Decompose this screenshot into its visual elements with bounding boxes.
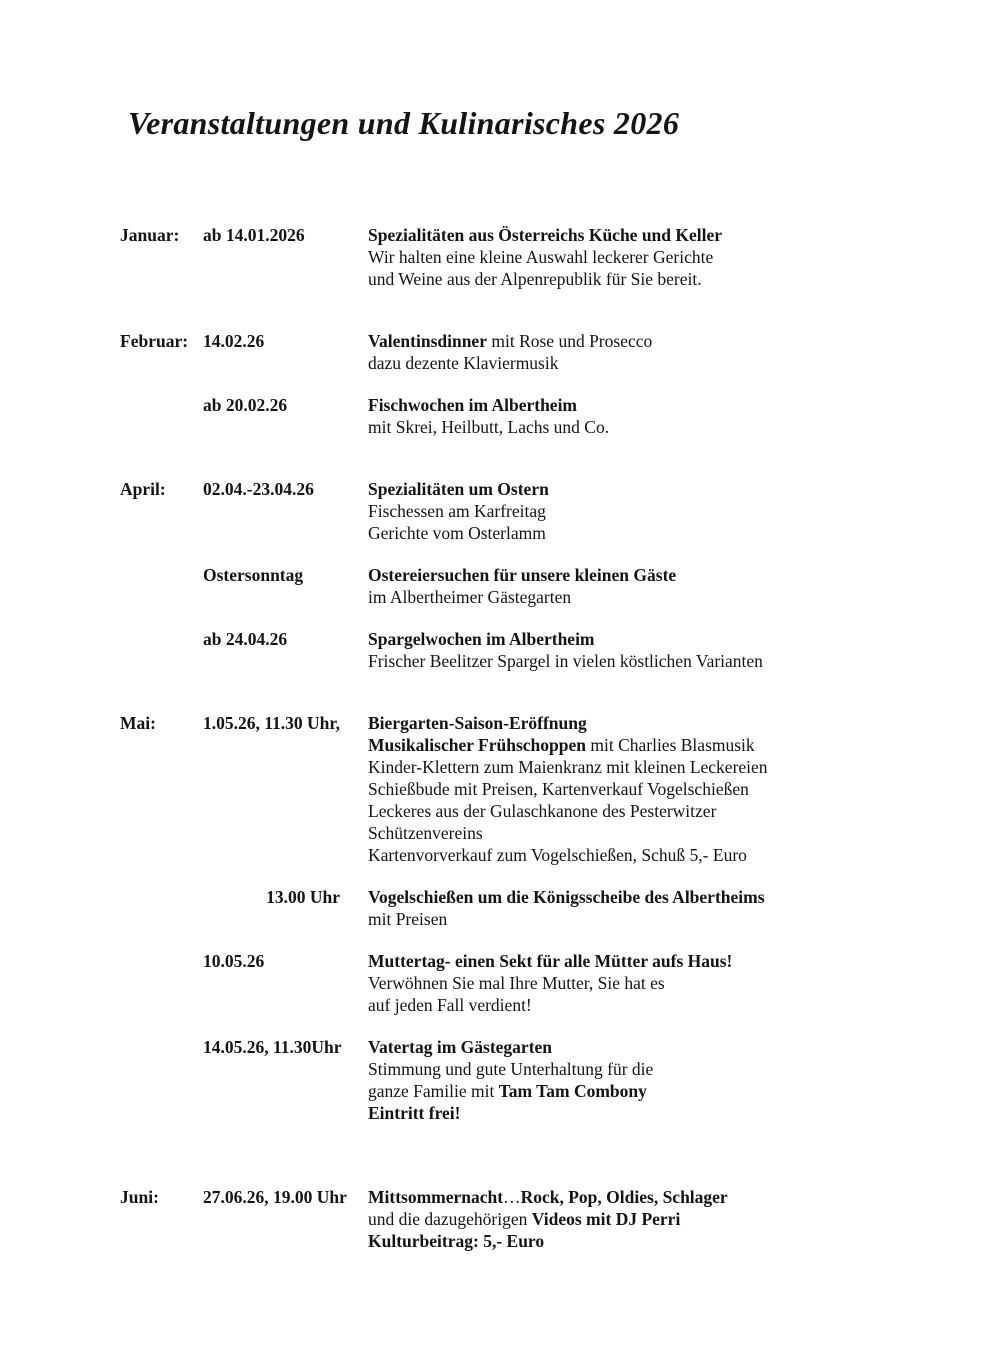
event-description-line: Fischwochen im Albertheim: [368, 395, 578, 415]
event-description-line: mit Skrei, Heilbutt, Lachs und Co.: [368, 417, 610, 437]
event-date-label: ab 14.01.2026: [203, 225, 305, 245]
event-description-line: Vatertag im Gästegarten: [368, 1037, 553, 1057]
event-description: [368, 478, 950, 544]
event-date-label: Ostersonntag: [203, 565, 304, 585]
event-description-line: Ostereiersuchen für unsere kleinen Gäste: [368, 565, 677, 585]
event-description: [368, 564, 950, 608]
event-description-line: Leckeres aus der Gulaschkanone des Pesterwitzer: [368, 801, 717, 821]
event-month-label: Januar:: [120, 225, 180, 245]
event-date-label: 10.05.26: [203, 951, 265, 971]
event-date-label: 02.04.-23.04.26: [203, 479, 314, 499]
event-date-label: 13.00 Uhr: [266, 887, 340, 907]
event-description-line: Frischer Beelitzer Spargel in vielen köstlichen Varianten: [368, 651, 763, 671]
event-description: [368, 394, 950, 438]
event-row: [120, 628, 950, 672]
event-month-label: Juni:: [120, 1187, 159, 1207]
event-description-line: Gerichte vom Osterlamm: [368, 523, 546, 543]
event-description-line: Kulturbeitrag: 5,- Euro: [368, 1231, 545, 1251]
event-row: [120, 1036, 950, 1124]
event-row: [120, 330, 950, 374]
event-description-line: Spezialitäten aus Österreichs Küche und Keller: [368, 225, 723, 245]
event-date-label: 27.06.26, 19.00 Uhr: [203, 1187, 347, 1207]
event-description-line: dazu dezente Klaviermusik: [368, 353, 559, 373]
event-month-label: Februar:: [120, 331, 189, 351]
event-description-line: Wir halten eine kleine Auswahl leckerer Gerichte: [368, 247, 714, 267]
event-month-label: Mai:: [120, 713, 156, 733]
event-row: [120, 712, 950, 866]
event-description: [368, 886, 950, 930]
event-description-line: und die dazugehörigen Videos mit DJ Perri: [368, 1209, 681, 1229]
event-description-line: ganze Familie mit Tam Tam Combony: [368, 1081, 647, 1101]
event-month-label: April:: [120, 479, 166, 499]
event-row: [120, 564, 950, 608]
event-date-label: 14.05.26, 11.30Uhr: [203, 1037, 342, 1057]
event-description: [368, 224, 950, 290]
event-list: [120, 224, 950, 1252]
event-date-label: ab 24.04.26: [203, 629, 288, 649]
event-description-line: Muttertag- einen Sekt für alle Mütter aufs Haus!: [368, 951, 733, 971]
event-description: [368, 330, 950, 374]
event-description-line: Fischessen am Karfreitag: [368, 501, 546, 521]
event-description-line: Schützenvereins: [368, 823, 483, 843]
event-description-line: und Weine aus der Alpenrepublik für Sie bereit.: [368, 269, 702, 289]
event-description-line: Eintritt frei!: [368, 1103, 461, 1123]
event-row: [120, 394, 950, 438]
event-description: [368, 712, 950, 866]
event-description-line: im Albertheimer Gästegarten: [368, 587, 572, 607]
event-description: [368, 1186, 950, 1252]
event-description-line: Mittsommernacht…Rock, Pop, Oldies, Schlager: [368, 1187, 728, 1207]
event-description: [368, 950, 950, 1016]
event-description: [368, 1036, 950, 1124]
event-description: [368, 628, 950, 672]
event-description-line: Stimmung und gute Unterhaltung für die: [368, 1059, 654, 1079]
event-description-line: Valentinsdinner mit Rose und Prosecco: [368, 331, 653, 351]
event-description-line: Kartenvorverkauf zum Vogelschießen, Schuß 5,- Euro: [368, 845, 747, 865]
event-description-line: Schießbude mit Preisen, Kartenverkauf Vogelschießen: [368, 779, 749, 799]
event-description-line: Biergarten-Saison-Eröffnung: [368, 713, 587, 733]
event-description-line: Musikalischer Frühschoppen mit Charlies Blasmusik: [368, 735, 755, 755]
event-description-line: Spezialitäten um Ostern: [368, 479, 549, 499]
event-description-line: mit Preisen: [368, 909, 448, 929]
event-date-label: ab 20.02.26: [203, 395, 288, 415]
event-description-line: Vogelschießen um die Königsscheibe des Albertheims: [368, 887, 765, 907]
event-row: [120, 478, 950, 544]
event-description-line: Spargelwochen im Albertheim: [368, 629, 595, 649]
event-row: [120, 224, 950, 290]
event-description-line: Verwöhnen Sie mal Ihre Mutter, Sie hat es: [368, 973, 665, 993]
page-title: Veranstaltungen und Kulinarisches 2026: [128, 105, 680, 141]
event-description-line: Kinder-Klettern zum Maienkranz mit kleinen Leckereien: [368, 757, 768, 777]
document-page: [0, 104, 1000, 1369]
event-row: [120, 950, 950, 1016]
event-row: [120, 886, 950, 930]
event-date-label: 14.02.26: [203, 331, 265, 351]
event-description-line: auf jeden Fall verdient!: [368, 995, 532, 1015]
event-date-label: 1.05.26, 11.30 Uhr,: [203, 713, 340, 733]
event-row: [120, 1186, 950, 1252]
